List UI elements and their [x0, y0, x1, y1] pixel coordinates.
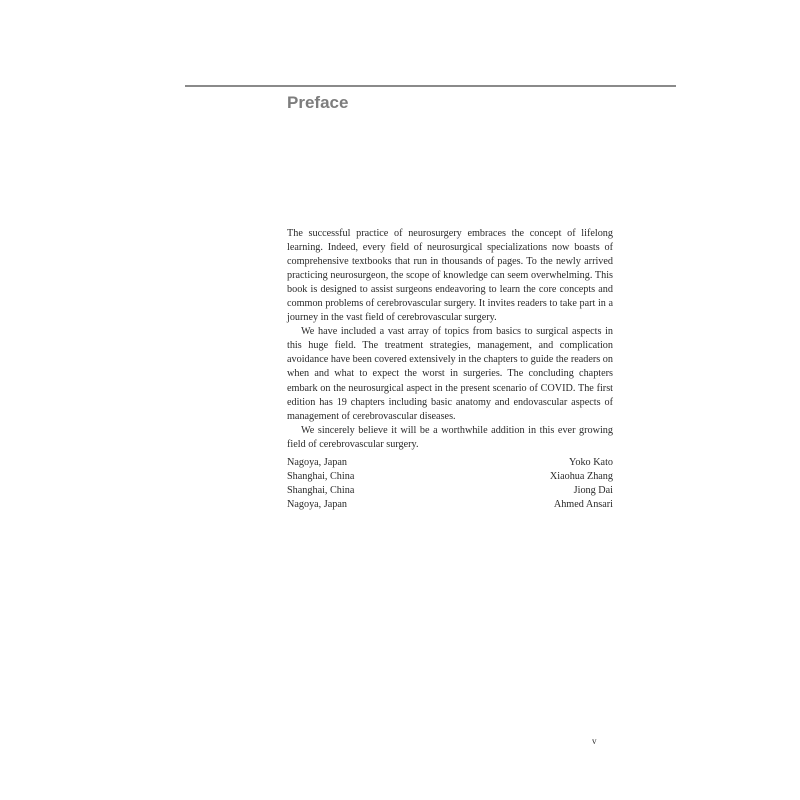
page-title: Preface — [287, 93, 349, 112]
header-rule — [185, 85, 676, 87]
paragraph-1: The successful practice of neurosurgery embraces the concept of lifelong learning. Indeed, every field of neurosurgical specializations now boasts of comprehensive textbooks that run in thousands of pages. To the newly arrived practicing neurosurgeon, the scope of knowledge can seem overwhelming. This book is designed to assist surgeons endeavoring to learn the core concepts and common problems of cerebrovascular surgery. It invites readers to take part in a journey in the vast field of cerebrovascular surgery. — [287, 228, 613, 324]
paragraph-3: We sincerely believe it will be a worthwhile addition in this ever growing field of cerebrovascular surgery. — [287, 424, 613, 450]
signature-row — [287, 498, 613, 512]
signature-block — [287, 456, 613, 512]
signature-name: Xiaohua Zhang — [549, 471, 613, 483]
page-number: v — [592, 736, 597, 746]
signature-row — [287, 470, 613, 484]
signature-place: Shanghai, China — [287, 471, 355, 483]
signature-place: Nagoya, Japan — [287, 457, 347, 468]
signature-name: Yoko Kato — [569, 457, 613, 468]
signature-place: Shanghai, China — [287, 485, 355, 497]
paragraph-2: We have included a vast array of topics from basics to surgical aspects in this huge field. The treatment strategies, management, and complication avoidance have been covered extensively in the chapters to guide the readers on when and what to expect the worst in surgeries. The concluding chapters embark on the neurosurgical aspect in the present scenario of COVID. The first edition has 19 chapters including basic anatomy and endovascular aspects of management of cerebrovascular diseases. — [287, 326, 613, 422]
signature-name: Ahmed Ansari — [553, 499, 613, 511]
signature-place: Nagoya, Japan — [287, 499, 347, 511]
signature-name: Jiong Dai — [573, 485, 613, 497]
signature-row — [287, 456, 613, 470]
preface-body — [287, 227, 613, 452]
signature-row — [287, 484, 613, 498]
